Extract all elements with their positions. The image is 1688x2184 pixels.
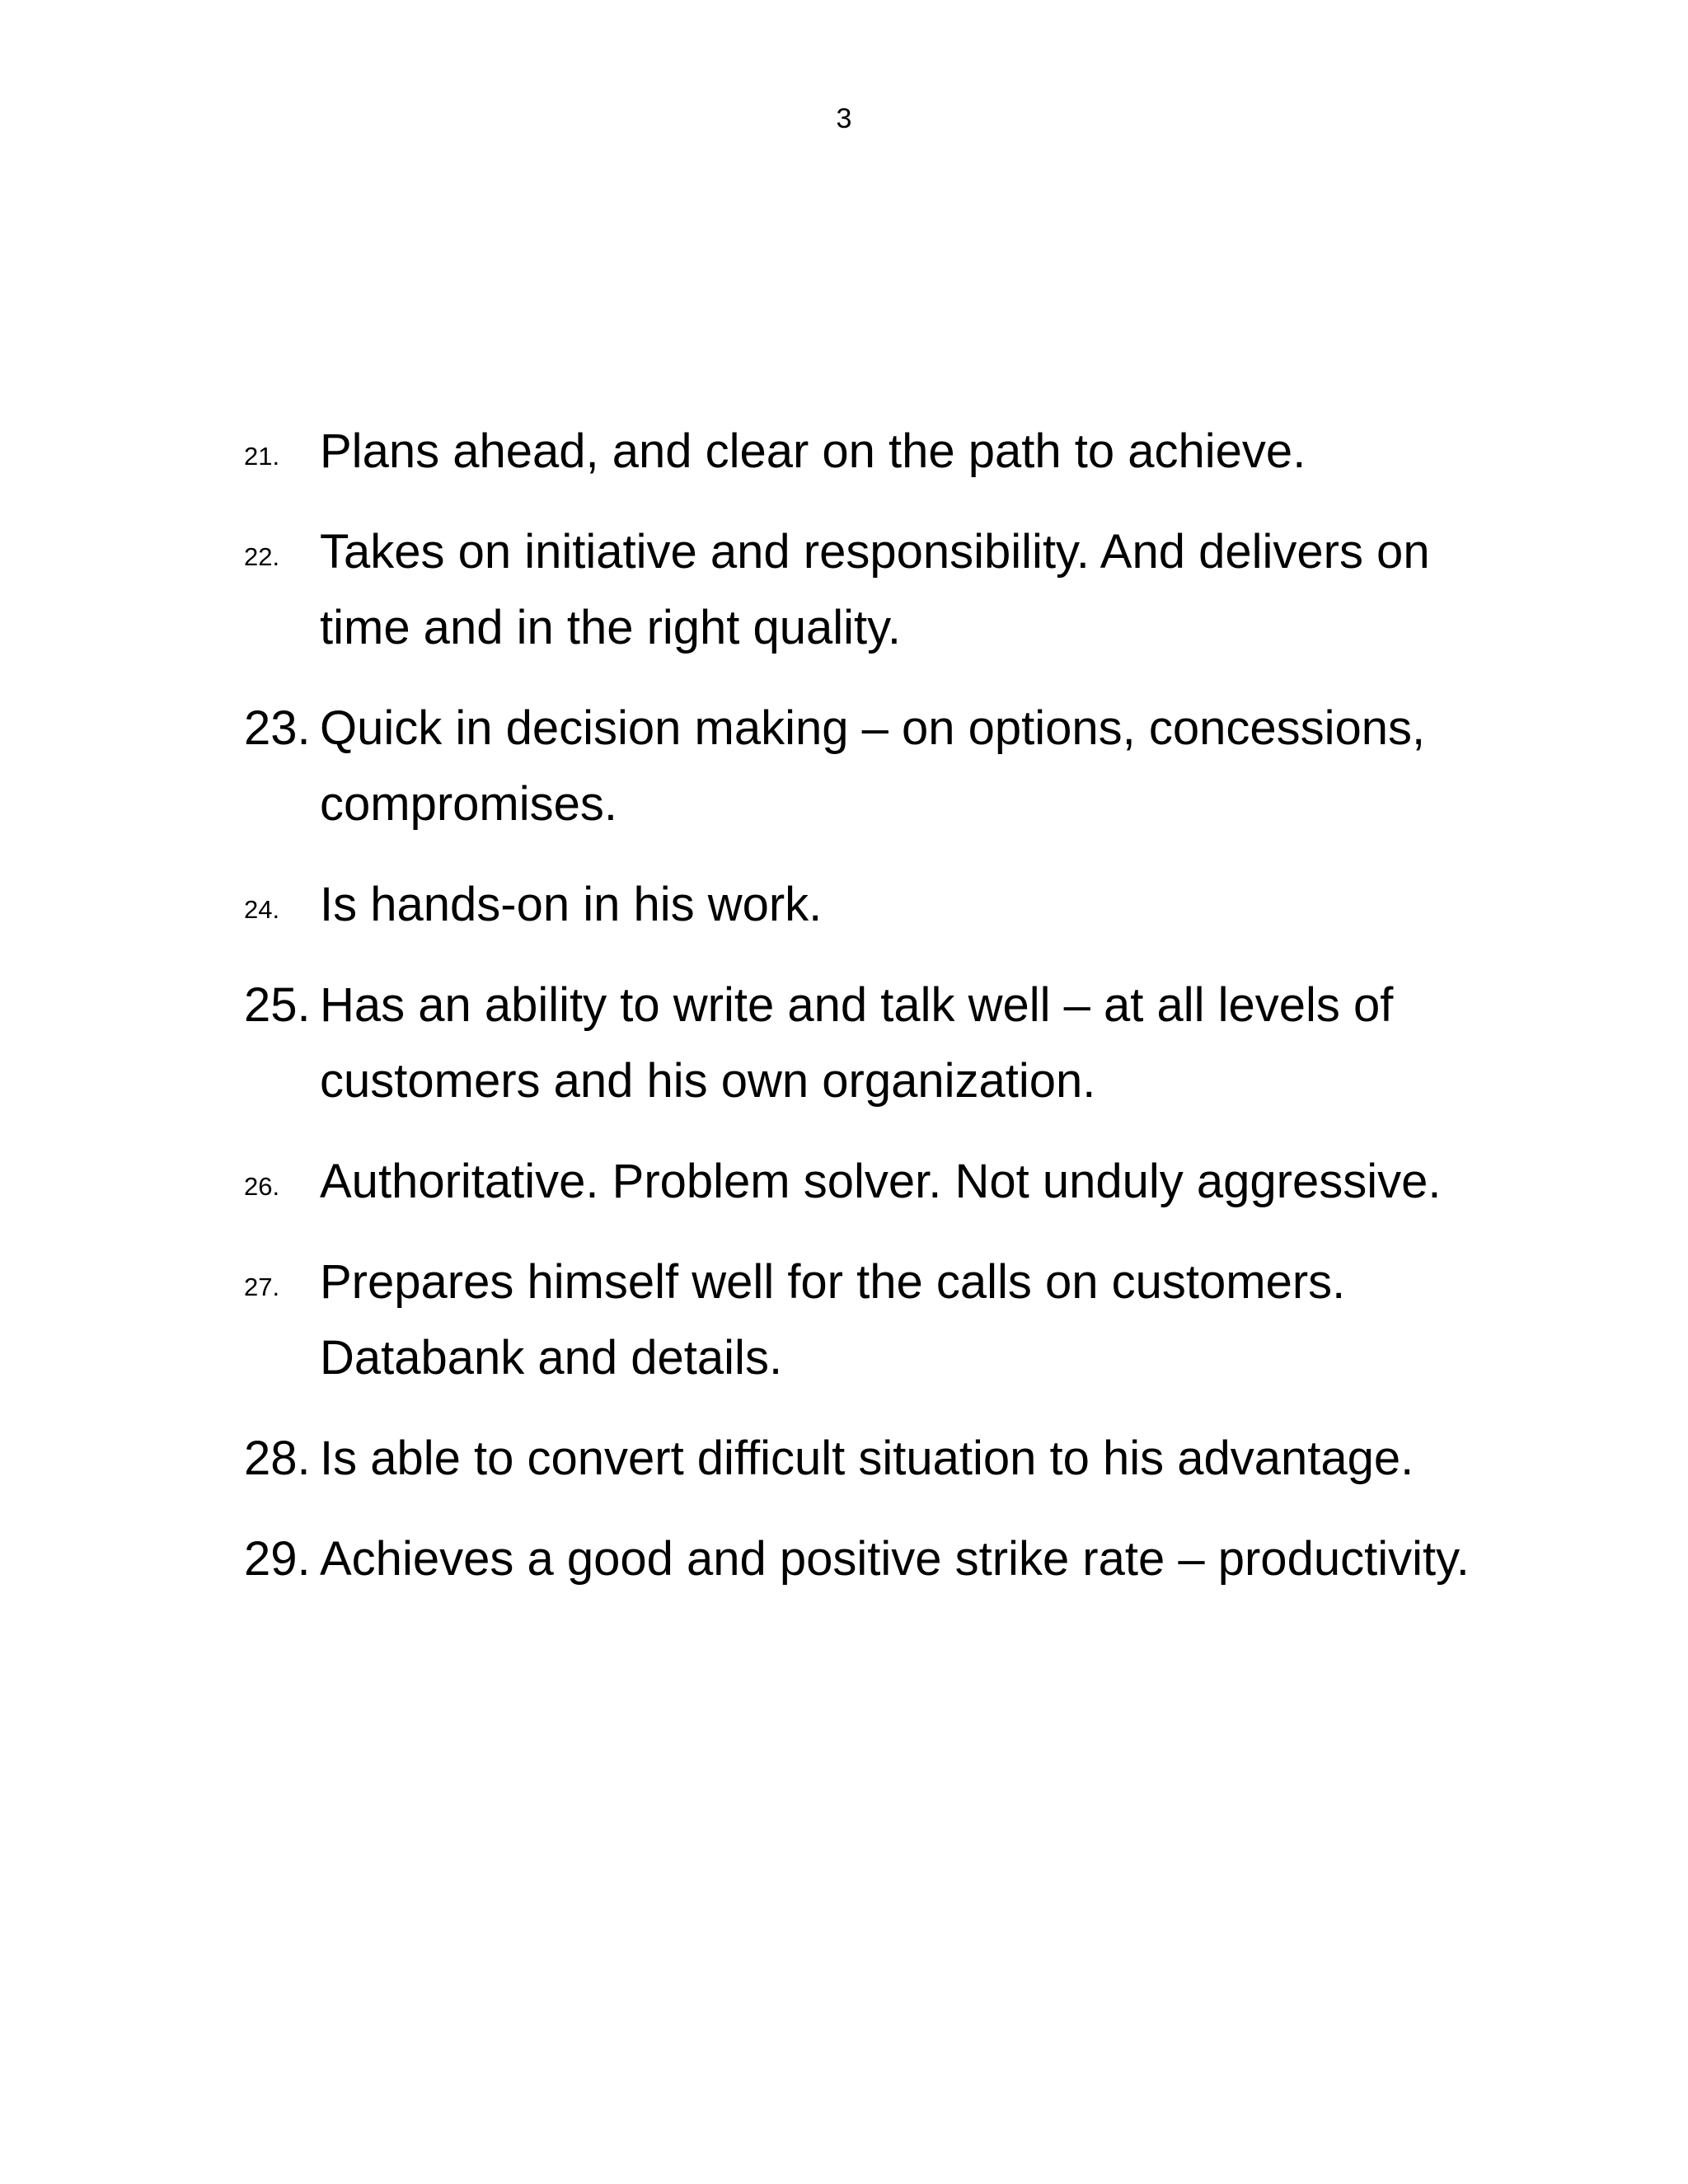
item-text: Is able to convert difficult situation to his advantage. — [320, 1432, 1414, 1485]
item-number: 24. — [244, 895, 280, 924]
item-text: Is hands-on in his work. — [320, 878, 823, 931]
list-item — [244, 1421, 1513, 1497]
list-item — [244, 414, 1513, 490]
item-text: Plans ahead, and clear on the path to achieve. — [320, 424, 1306, 478]
item-text: Takes on initiative and responsibility. And delivers on time and in the right quality. — [320, 525, 1430, 654]
list-item — [244, 514, 1513, 666]
item-text: Prepares himself well for the calls on customers. Databank and details. — [320, 1255, 1346, 1385]
item-text: Has an ability to write and talk well – at all levels of customers and his own organization. — [320, 978, 1394, 1108]
item-text: Quick in decision making – on options, concessions, compromises. — [320, 701, 1426, 831]
item-text: Achieves a good and positive strike rate – productivity. — [320, 1532, 1470, 1586]
page-number: 3 — [836, 103, 852, 134]
numbered-list — [244, 414, 1513, 1622]
item-number: 29. — [244, 1532, 311, 1586]
list-item — [244, 1521, 1513, 1597]
item-number: 23. — [244, 701, 311, 755]
item-text: Authoritative. Problem solver. Not unduly aggressive. — [320, 1155, 1442, 1208]
item-number: 25. — [244, 978, 311, 1032]
list-item — [244, 691, 1513, 842]
list-item — [244, 867, 1513, 943]
item-number: 28. — [244, 1432, 311, 1485]
item-number: 21. — [244, 442, 280, 471]
list-item — [244, 1144, 1513, 1220]
list-item — [244, 968, 1513, 1119]
item-number: 27. — [244, 1272, 280, 1301]
list-item — [244, 1244, 1513, 1396]
item-number: 22. — [244, 542, 280, 571]
item-number: 26. — [244, 1172, 280, 1201]
